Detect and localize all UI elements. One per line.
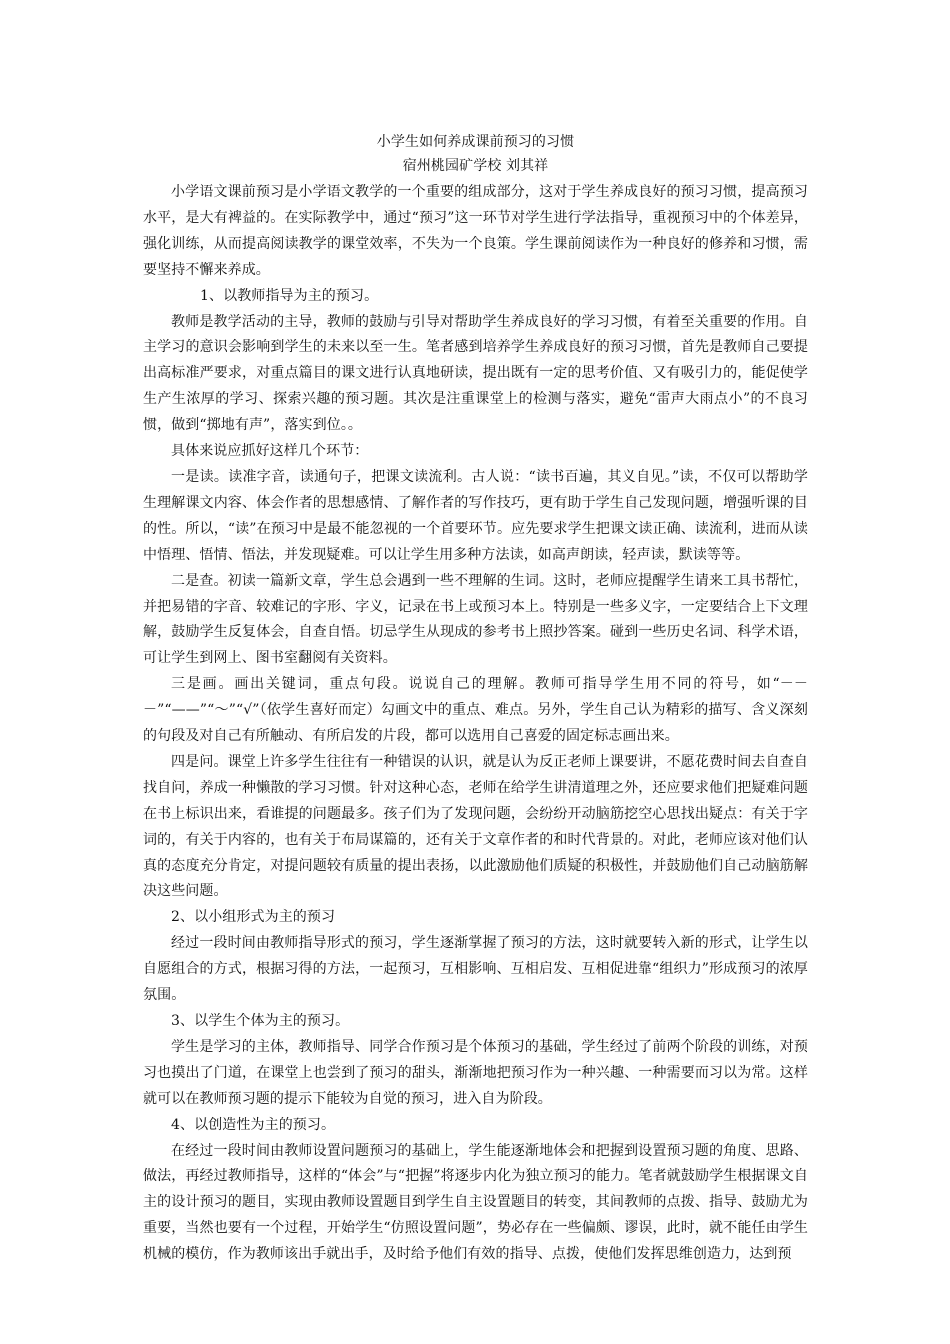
author-line: 宿州桃园矿学校 刘其祥 xyxy=(402,158,549,174)
section1-read-paragraph: 一是读。读准字音，读通句子，把课文读流利。古人说：“读书百遍，其义自见。”读，不仅可以帮助学生理解课文内容、体会作者的思想感情、了解作者的写作技巧，更有助于学生自己发现问题，增强听课的目的性。所以，“读”在预习中是最不能忽视的一个首要环节。应先要求学生把课文读正确、读流利，进而从读中悟理、悟情、悟法，并发现疑难。可以让学生用多种方法读，如高声朗读，轻声读，默读等等。 xyxy=(143,468,808,563)
section1-check-paragraph: 二是查。初读一篇新文章，学生总会遇到一些不理解的生词。这时，老师应提醒学生请来工具书帮忙，并把易错的字音、较难记的字形、字义，记录在书上或预习本上。特别是一些多义字，一定要结合上下文理解，鼓励学生反复体会，自查自悟。切忌学生从现成的参考书上照抄答案。碰到一些历史名词、科学术语，可让学生到网上、图书室翻阅有关资料。 xyxy=(143,572,808,667)
intro-paragraph: 小学语文课前预习是小学语文教学的一个重要的组成部分，这对于学生养成良好的预习习惯，提高预习水平，是大有裨益的。在实际教学中，通过“预习”这一环节对学生进行学法指导，重视预习中的个体差异，强化训练，从而提高阅读教学的课堂效率，不失为一个良策。学生课前阅读作为一种良好的修养和习惯，需要坚持不懈来养成。 xyxy=(143,184,808,278)
section-heading-3: 3、以学生个体为主的预习。 xyxy=(171,1013,350,1029)
section1-paragraph-2: 具体来说应抓好这样几个环节： xyxy=(171,443,369,460)
section2-paragraph: 经过一段时间由教师指导形式的预习，学生逐渐掌握了预习的方法，这时就要转入新的形式，让学生以自愿组合的方式，根据习得的方法，一起预习，互相影响、互相启发、互相促进靠“组织力”形成预习的浓厚氛围。 xyxy=(143,935,808,1004)
document-title: 小学生如何养成课前预习的习惯 xyxy=(376,134,575,150)
section-heading-4: 4、以创造性为主的预习。 xyxy=(171,1116,336,1133)
section1-paragraph-1: 教师是教学活动的主导，教师的鼓励与引导对帮助学生养成良好的学习习惯，有着至关重要的作用。自主学习的意识会影响到学生的未来以至一生。笔者感到培养学生养成良好的预习习惯，首先是教师自己要提出高标准严要求，对重点篇目的课文进行认真地研读，提出既有一定的思考价值、又有吸引力的，能促使学生产生浓厚的学习、探索兴趣的预习题。其次是注重课堂上的检测与落实，避免“雷声大雨点小”的不良习惯，做到“掷地有声”，落实到位。。 xyxy=(143,313,808,434)
section1-ask-paragraph: 四是问。课堂上许多学生往往有一种错误的认识，就是认为反正老师上课要讲，不愿花费时间去自查自找自问，养成一种懒散的学习习惯。针对这种心态，老师在给学生讲清道理之外，还应要求他们把疑难问题在书上标识出来，看谁提的问题最多。孩子们为了发现问题，会纷纷开动脑筋挖空心思找出疑点：有关于字词的，有关于内容的，也有关于布局谋篇的，还有关于文章作者的和时代背景的。对此，老师应该对他们认真的态度充分肯定，对提问题较有质量的提出表扬，以此激励他们质疑的积极性，并鼓励他们自己动脑筋解决这些问题。 xyxy=(143,753,808,900)
section-heading-2: 2、以小组形式为主的预习 xyxy=(171,909,336,926)
section-heading-1: 1、以教师指导为主的预习。 xyxy=(200,287,379,304)
section3-paragraph: 学生是学习的主体，教师指导、同学合作预习是个体预习的基础，学生经过了前两个阶段的训练，对预习也摸出了门道，在课堂上也尝到了预习的甜头，渐渐地把预习作为一种兴趣、一种需要而习以为常。这样就可以在教师预习题的提示下能较为自觉的预习，进入自为阶段。 xyxy=(143,1038,808,1107)
section4-paragraph: 在经过一段时间由教师设置问题预习的基础上，学生能逐渐地体会和把握到设置预习题的角度、思路、做法，再经过教师指导，这样的“体会”与“把握”将逐步内化为独立预习的能力。笔者就鼓励学生根据课文自主的设计预习的题目，实现由教师设置题目到学生自主设置题目的转变，其间教师的点拨、指导、鼓励尤为重要，当然也要有一个过程，开始学生“仿照设置问题”，势必存在一些偏颇、谬误，此时，就不能任由学生机械的模仿，作为教师该出手就出手，及时给予他们有效的指导、点拨，使他们发挥思维创造力，达到预 xyxy=(143,1142,808,1263)
document-body xyxy=(143,130,808,1268)
section1-draw-paragraph: 三是画。画出关键词，重点句段。说说自己的理解。教师可指导学生用不同的符号，如“－－－”“——”“～”“√”（依学生喜好而定）勾画文中的重点、难点。另外，学生自己认为精彩的描写、含义深刻的句段及对自己有所触动、有所启发的片段，都可以选用自己喜爱的固定标志画出来。 xyxy=(143,676,808,745)
